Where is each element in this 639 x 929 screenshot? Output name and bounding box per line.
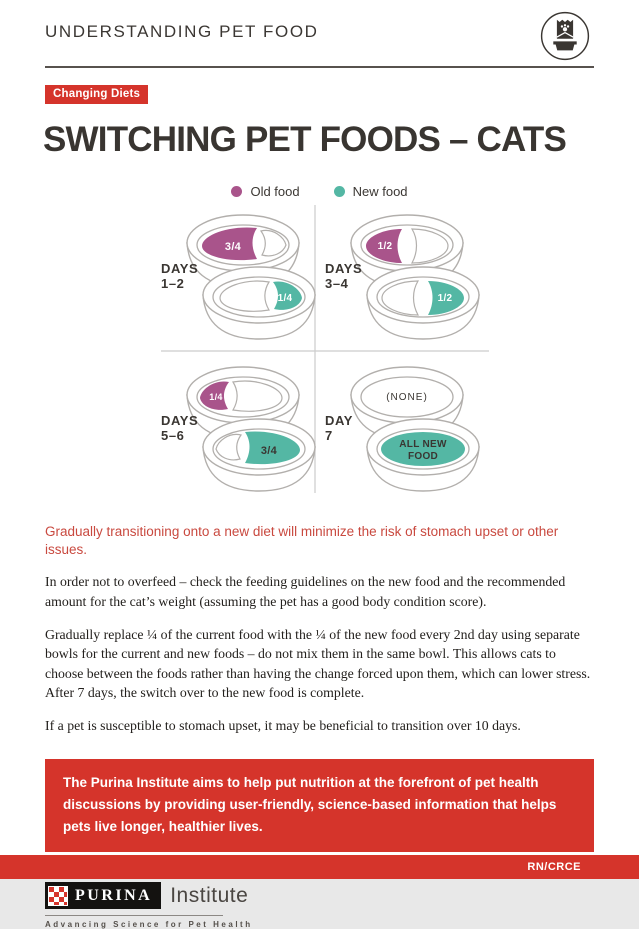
bowl-portion-label: 1/2	[437, 293, 453, 304]
bowl-portion-label: (NONE)	[386, 392, 428, 403]
footer	[45, 882, 639, 929]
diagram-legend	[0, 184, 639, 199]
purina-institute-logo	[45, 882, 639, 909]
pet-food-bag-and-bowl-icon	[538, 9, 592, 63]
new-food-dot-icon	[334, 186, 345, 197]
quadrant-days-5-6	[161, 367, 315, 491]
legend-label-old-food: Old food	[250, 184, 300, 199]
bowl-new-food	[203, 267, 315, 339]
food-transition-diagram	[0, 203, 639, 503]
legend-item-old-food	[231, 184, 299, 199]
bowl-portion-label: ALL NEW FOOD	[399, 439, 447, 462]
bowl-portion-label: 1/4	[209, 392, 223, 402]
legend-item-new-food	[334, 184, 408, 199]
quadrant-days-1-2	[161, 215, 315, 339]
header-divider	[45, 66, 594, 68]
document-code: RN/CRCE	[527, 861, 581, 873]
quadrant-label: DAYS 5–6	[161, 413, 199, 443]
quadrant-days-3-4	[325, 215, 479, 339]
page-title: SWITCHING PET FOODS – CATS	[43, 120, 567, 159]
bowl-portion-label: 3/4	[224, 241, 242, 253]
body-text	[0, 572, 639, 735]
paragraph-gradual-replace: Gradually replace ¼ of the current food with the ¼ of the new food every 2nd day using separate bowls for the current and new foods – do not mix them in the same bowl. This allows cats to choose between the foods rather than having the change forced upon them, which can lower stress. After 7 days, the switch over to the new food is complete.	[45, 626, 591, 701]
section-badge: Changing Diets	[45, 85, 148, 104]
document-header	[0, 0, 639, 63]
logo-divider	[45, 915, 223, 916]
purina-wordmark: PURINA	[75, 886, 153, 904]
purina-institute-callout: The Purina Institute aims to help put nutrition at the forefront of pet health discussions by providing user-friendly, science-based information that helps pets live longer, healthier lives.	[45, 759, 594, 852]
bowl-new-food	[367, 267, 479, 339]
quadrant-label: DAYS 1–2	[161, 261, 199, 291]
quadrant-label: DAYS 3–4	[325, 261, 363, 291]
paragraph-stomach-upset: If a pet is susceptible to stomach upset, it may be beneficial to transition over 10 days.	[45, 717, 521, 733]
quadrant-label: DAY 7	[325, 413, 354, 443]
purina-checkerboard-icon	[48, 886, 68, 906]
lead-statement: Gradually transitioning onto a new diet will minimize the risk of stomach upset or other issues.	[45, 524, 559, 558]
quadrant-day-7	[325, 367, 479, 491]
bowl-new-food	[367, 419, 479, 491]
document-header-title: UNDERSTANDING PET FOOD	[45, 22, 319, 41]
paragraph-overfeed: In order not to overfeed – check the feeding guidelines on the new food and the recommended amount for the cat’s weight (assuming the pet has a good body condition score).	[45, 574, 566, 610]
legend-label-new-food: New food	[352, 184, 408, 199]
purina-logo-box	[45, 882, 161, 909]
institute-wordmark: Institute	[170, 883, 249, 907]
bowl-portion-label: 1/2	[377, 241, 393, 252]
bowl-new-food	[203, 419, 315, 491]
bowl-portion-label: 3/4	[260, 445, 278, 457]
logo-tagline: Advancing Science for Pet Health	[45, 920, 253, 929]
old-food-dot-icon	[231, 186, 242, 197]
bowl-portion-label: 1/4	[277, 293, 293, 304]
bottom-bar	[0, 855, 639, 879]
